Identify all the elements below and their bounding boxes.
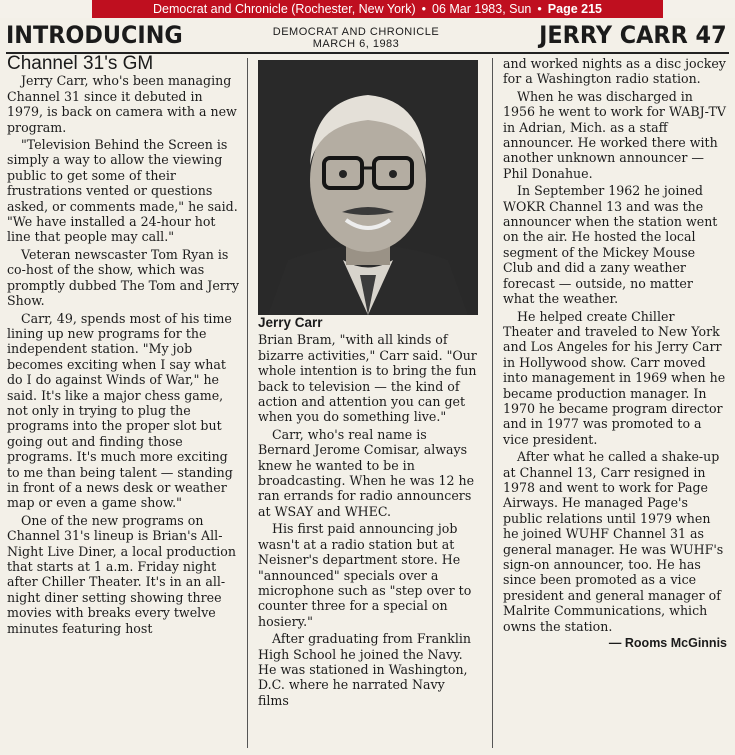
paragraph: One of the new programs on Channel 31's lineup is Brian's All-Night Live Diner, a local production that starts at 1 a.m. Friday night after Chiller Theater. It's in an all-night diner setting showing three movies with breaks every twelve minutes featuring host	[7, 512, 236, 636]
paper-date: MARCH 6, 1983	[312, 38, 400, 50]
paper-dateline	[258, 26, 454, 50]
article-byline: — Rooms McGinnis	[608, 636, 727, 651]
column-divider	[492, 58, 493, 748]
page-number[interactable]: Page 215	[547, 2, 602, 16]
paragraph: His first paid announcing job wasn't at a radio station but at Neisner's department store. He "announced" specials over a microphone such as "step over to counter three for a special on hosiery."	[258, 521, 472, 629]
photo-caption: Jerry Carr	[258, 315, 323, 330]
article-column-2	[258, 56, 478, 708]
newspaper-page	[0, 18, 735, 755]
paragraph: After graduating from Franklin High School he joined the Navy. He was stationed in Washington, D.C. where he narrated Navy films	[258, 631, 471, 708]
separator: •	[537, 2, 542, 16]
paragraph: Brian Bram, "with all kinds of bizarre activities," Carr said. "Our whole intention is to bring the fun back to television — the kind of action and attention you can get when you do something live."	[258, 332, 477, 425]
article-headline: Channel 31's GM	[7, 53, 154, 74]
subject-title: JERRY CARR 47	[539, 21, 727, 49]
issue-date[interactable]: 06 Mar 1983, Sun	[432, 2, 532, 16]
paragraph: When he was discharged in 1956 he went to work for WABJ-TV in Adrian, Mich. as a staff announcer. He worked there with another unknown announcer — Phil Donahue.	[503, 88, 726, 181]
column-divider	[247, 58, 248, 748]
paper-name: DEMOCRAT AND CHRONICLE	[272, 26, 440, 38]
section-title: INTRODUCING	[6, 21, 183, 49]
paragraph: After what he called a shake-up at Channel 13, Carr resigned in 1978 and went to work for Page Airways. He managed Page's public relations until 1979 when he joined WUHF Channel 31 as general manager. He was WUHF's sign-on announcer, too. He has since been promoted as a vice president and general manager of Malrite Communications, which owns the station.	[503, 449, 724, 634]
source-bar	[92, 0, 663, 18]
separator: •	[421, 2, 427, 16]
paragraph: Carr, 49, spends most of his time lining up new programs for the independent station. "My job becomes exciting when I say what do I do against Winds of War," he said. It's like a major chess game, not only in trying to plug the programs into the proper slot but going out and finding those programs. It's much more exciting to me than being talent — standing in front of a news desk or weather map or even a game show."	[7, 310, 233, 511]
paragraph: In September 1962 he joined WOKR Channel 13 and was the announcer when the station went on the air. He hosted the local segment of the Mickey Mouse Club and did a zany weather forecast — outside, no matter what the weather.	[503, 183, 718, 307]
paragraph: and worked nights as a disc jockey for a Washington radio station.	[503, 56, 726, 87]
article-column-3	[503, 56, 727, 651]
article-column-1	[7, 53, 239, 636]
paragraph: He helped create Chiller Theater and traveled to New York and Los Angeles for his Jerry Carr in Hollywood show. Carr moved into management in 1969 when he became production manager. In 1970 he became program director and in 1977 was promoted to a vice president.	[503, 308, 726, 447]
paragraph: Jerry Carr, who's been managing Channel 31 since it debuted in 1979, is back on camera with a new program.	[7, 73, 237, 135]
paragraph: Veteran newscaster Tom Ryan is co-host of the show, which was promptly dubbed The Tom and Jerry Show.	[7, 246, 239, 309]
source-name[interactable]: Democrat and Chronicle (Rochester, New York)	[153, 2, 416, 16]
masthead	[6, 22, 729, 54]
portrait-photo	[258, 60, 478, 315]
paragraph: Carr, who's real name is Bernard Jerome Comisar, always knew he wanted to be in broadcasting. When he was 12 he ran errands for radio announcers at WSAY and WHEC.	[258, 426, 475, 519]
paragraph: "Television Behind the Screen is simply a way to allow the viewing public to get some of their frustrations vented or questions asked, or comments made," he said. "We have installed a 24-hour hot line that people may call."	[7, 137, 238, 245]
